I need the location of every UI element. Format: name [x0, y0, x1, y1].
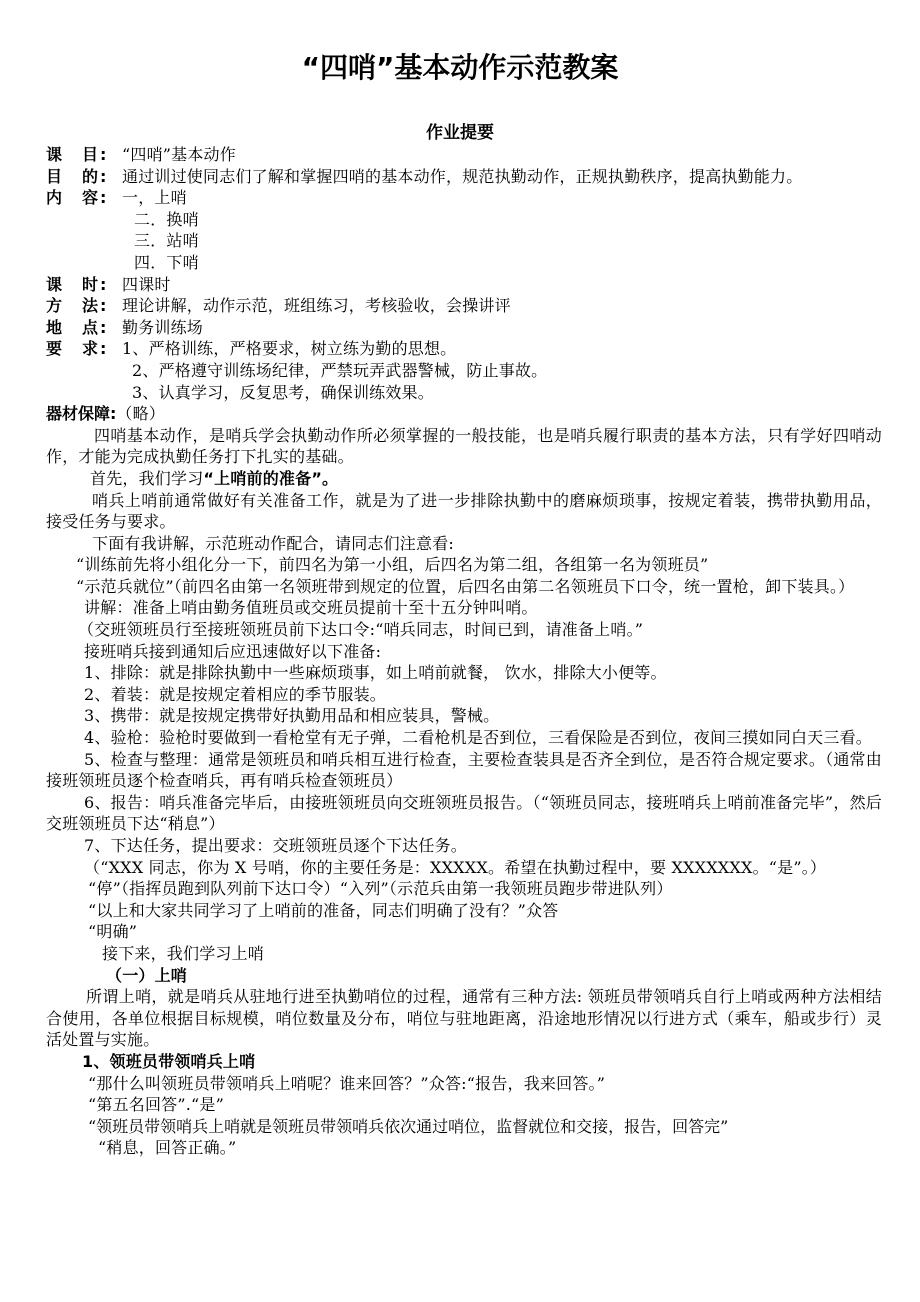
- paragraph: （交班领班员行至接班领班员前下达口令:“哨兵同志，时间已到，请准备上哨。”: [78, 620, 644, 640]
- list-item: 二．换哨: [134, 209, 199, 229]
- field-value: 四课时: [122, 274, 171, 294]
- summary-equipment: [46, 403, 882, 425]
- content-list: [122, 187, 882, 273]
- list-item: 3、携带：就是按规定携带好执勤用品和相应装具，警械。: [84, 706, 500, 726]
- paragraph: [46, 468, 882, 490]
- list-item: 1、排除：就是排除执勤中一些麻烦琐事，如上哨前就餐， 饮水，排除大小便等。: [84, 663, 667, 683]
- paragraph-emphasis: “上哨前的准备”。: [203, 468, 339, 488]
- paragraph: “稍息，回答正确。”: [98, 1138, 237, 1158]
- paragraph: 所谓上哨，就是哨兵从驻地行进至执勤哨位的过程，通常有三种方法: 领班员带领哨兵自行上哨或两种方法相结合使用，各单位根据目标规模，哨位数量及分布，哨位与驻地距离，沿途地形情况以行进方式（乘车，船或步行）灵活处置与实施。: [46, 987, 882, 1050]
- paragraph: “以上和大家共同学习了上哨前的准备，同志们明确了没有？”众答: [88, 900, 559, 920]
- field-label: 课 时:: [46, 274, 109, 294]
- field-label: 地 点:: [46, 317, 109, 337]
- list-item: 5、检查与整理：通常是领班员和哨兵相互进行检查，主要检查装具是否齐全到位，是否符合规定要求。（通常由接班领班员逐个检查哨兵，再有哨兵检查领班员）: [46, 749, 882, 791]
- field-value: 理论讲解，动作示范，班组练习，考核验收，会操讲评: [122, 296, 511, 316]
- paragraph: “领班员带领哨兵上哨就是领班员带领哨兵依次通过哨位，监督就位和交接，报告，回答完”: [88, 1116, 729, 1136]
- field-label: 课 目:: [46, 145, 109, 164]
- paragraph: “那什么叫领班员带领哨兵上哨呢？谁来回答？”众答:“报告，我来回答。”: [88, 1073, 606, 1093]
- summary-location: [46, 317, 882, 339]
- list-item: 一，上哨: [122, 188, 187, 208]
- paragraph: “第五名回答”.“是”: [88, 1095, 225, 1115]
- paragraph: “停”（指挥员跑到队列前下达口令）“入列”（示范兵由第一我领班员跑步带进队列）: [88, 879, 673, 899]
- list-item: 7、下达任务，提出要求：交班领班员逐个下达任务。: [84, 836, 467, 855]
- list-item: 1、严格训练，严格要求，树立练为勤的思想。: [122, 339, 457, 359]
- paragraph-text: 首先，我们学习: [90, 468, 204, 488]
- requirements-list: [122, 338, 882, 403]
- paragraph: “明确”: [88, 922, 138, 942]
- field-value: 勤务训练场: [122, 317, 204, 337]
- field-label: 目 的:: [46, 166, 109, 186]
- field-label: 内 容:: [46, 188, 109, 208]
- summary-purpose: [46, 166, 882, 188]
- field-label: 器材保障:: [46, 404, 117, 424]
- paragraph: 哨兵上哨前通常做好有关准备工作，就是为了进一步排除执勤中的磨麻烦琐事，按规定着装，携带执勤用品，接受任务与要求。: [46, 490, 882, 532]
- paragraph: “训练前先将小组化分一下，前四名为第一小组，后四名为第二组，各组第一名为领班员”: [76, 555, 709, 575]
- list-item: 2、着装：就是按规定着相应的季节服装。: [84, 684, 386, 704]
- paragraph: （“XXX 同志，你为 X 号哨，你的主要任务是：XXXXX。希望在执勤过程中，要 XXXXXXX。“是”。）: [84, 857, 827, 877]
- paragraph: 接班哨兵接到通知后应迅速做好以下准备:: [84, 641, 382, 661]
- list-item: 4、验枪：验枪时要做到一看枪堂有无子弹，二看枪机是否到位，三看保险是否到位，夜间三摸如同白天三看。: [84, 728, 872, 748]
- summary-content: [46, 187, 882, 273]
- field-label: 方 法:: [46, 296, 109, 316]
- summary-hours: [46, 274, 882, 296]
- list-item: 6、报告：哨兵准备完毕后，由接班领班员向交班领班员报告。（“领班员同志，接班哨兵上哨前准备完毕”，然后交班领班员下达“稍息”）: [46, 792, 882, 834]
- field-label: 要 求:: [46, 339, 109, 359]
- field-value: “四哨”基本动作: [122, 145, 236, 164]
- section-heading: 1、领班员带领哨兵上哨: [82, 1051, 256, 1071]
- document-body: [46, 144, 882, 1159]
- paragraph: 下面有我讲解，示范班动作配合，请同志们注意看:: [92, 533, 454, 553]
- paragraph: 讲解：准备上哨由勤务值班员或交班员提前十至十五分钟叫哨。: [84, 598, 538, 618]
- section-subtitle: 作业提要: [426, 123, 494, 143]
- summary-subject: [46, 144, 882, 166]
- section-heading: （一）上哨: [106, 965, 188, 985]
- list-item: 3、认真学习，反复思考，确保训练效果。: [132, 382, 434, 402]
- list-item: 四．下哨: [134, 252, 199, 272]
- summary-method: [46, 295, 882, 317]
- list-item: 2、严格遵守训练场纪律，严禁玩弄武器警械，防止事故。: [132, 360, 548, 380]
- field-value: 通过训过使同志们了解和掌握四哨的基本动作，规范执勤动作，正规执勤秩序，提高执勤能力。: [122, 166, 803, 186]
- paragraph: “示范兵就位”（前四名由第一名领班带到规定的位置，后四名由第二名领班员下口令，统一置枪，卸下装具。）: [76, 576, 855, 596]
- list-item: 三．站哨: [134, 231, 199, 251]
- paragraph: 四哨基本动作，是哨兵学会执勤动作所必须掌握的一般技能，也是哨兵履行职责的基本方法，只有学好四哨动作，才能为完成执勤任务打下扎实的基础。: [46, 425, 882, 467]
- document-title: “四哨”基本动作示范教案: [301, 51, 619, 84]
- summary-requirements: [46, 338, 882, 403]
- paragraph: 接下来，我们学习上哨: [102, 943, 265, 963]
- field-value: （略）: [116, 404, 166, 424]
